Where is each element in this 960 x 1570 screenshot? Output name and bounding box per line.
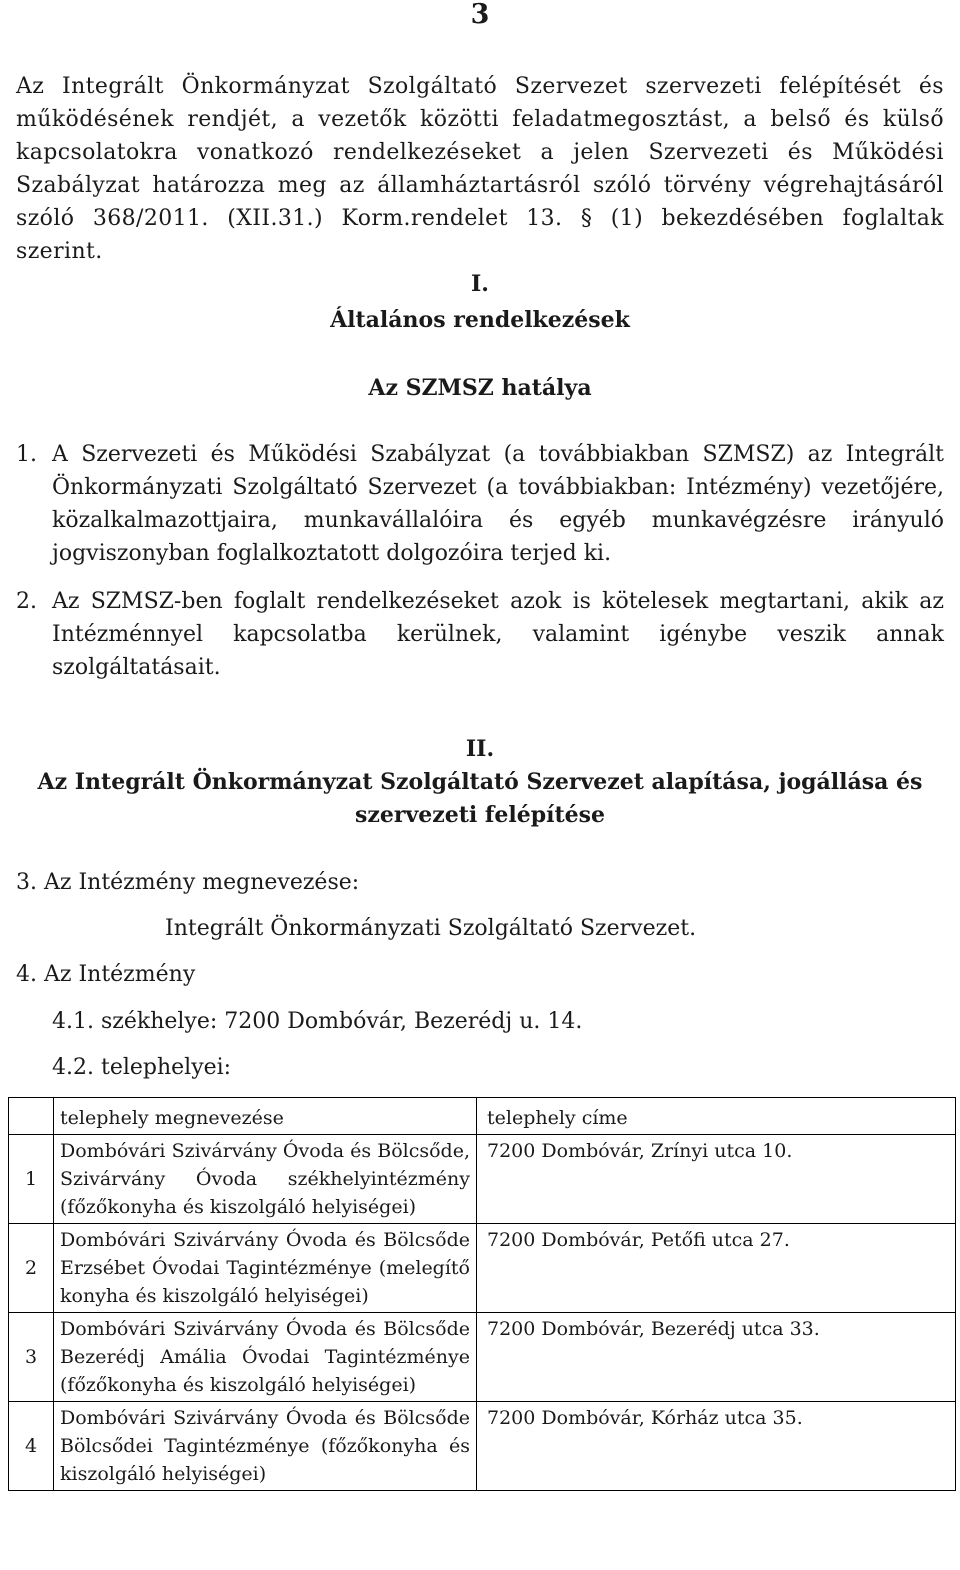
row-number: 1 (9, 1135, 54, 1224)
section-1-roman-numeral: I. (471, 271, 489, 297)
paragraph-1-number: 1. (16, 442, 37, 467)
row-site-name: Dombóvári Szivárvány Óvoda és Bölcsőde, Szivárvány Óvoda székhelyintézmény (főzőkonyha és kiszolgáló helyiségei) (54, 1135, 477, 1224)
page-number: 3 (470, 0, 490, 30)
table-row (9, 1402, 956, 1491)
row-number: 3 (9, 1313, 54, 1402)
section-1-title: Általános rendelkezések (330, 307, 630, 333)
table-header-row (9, 1098, 956, 1135)
paragraph-1 (16, 438, 944, 570)
item-3-value: Integrált Önkormányzati Szolgáltató Szervezet. (165, 916, 697, 941)
row-site-address: 7200 Dombóvár, Zrínyi utca 10. (477, 1135, 956, 1224)
item-4-label: 4. Az Intézmény (16, 962, 196, 987)
section-2-title-line1: Az Integrált Önkormányzat Szolgáltató Szervezet alapítása, jogállása és (37, 769, 923, 795)
paragraph-1-text: A Szervezeti és Működési Szabályzat (a továbbiakban SZMSZ) az Integrált Önkormányzati Szolgáltató Szervezet (a továbbiakban: Intézmény) vezetőjére, közalkalmazottjaira, munkavállalóira és egyéb munkavégzésre irányuló jogviszonyban foglalkoztatott dolgozóira terjed ki. (52, 442, 944, 566)
item-3-label: 3. Az Intézmény megnevezése: (16, 870, 360, 895)
row-site-address: 7200 Dombóvár, Kórház utca 35. (477, 1402, 956, 1491)
paragraph-2-text: Az SZMSZ-ben foglalt rendelkezéseket azok is kötelesek megtartani, akik az Intézménnyel kapcsolatba kerülnek, valamint igénybe veszik annak szolgáltatásait. (52, 589, 944, 680)
intro-paragraph: Az Integrált Önkormányzat Szolgáltató Szervezet szervezeti felépítését és működésének rendjét, a vezetők közötti feladatmegosztást, a belső és külső kapcsolatokra vonatkozó rendelkezéseket a jelen Szervezeti és Működési Szabályzat határozza meg az államháztartásról szóló törvény végrehajtásáról szóló 368/2011. (XII.31.) Korm.rendelet 13. § (1) bekezdésében foglaltak szerint. (16, 74, 944, 264)
row-number: 2 (9, 1224, 54, 1313)
row-site-name: Dombóvári Szivárvány Óvoda és Bölcsőde Bezerédj Amália Óvodai Tagintézménye (főzőkonyha és kiszolgáló helyiségei) (54, 1313, 477, 1402)
row-site-name: Dombóvári Szivárvány Óvoda és Bölcsőde Bölcsődei Tagintézménye (főzőkonyha és kiszolgáló helyiségei) (54, 1402, 477, 1491)
sites-table (8, 1097, 956, 1491)
table-header-name: telephely megnevezése (54, 1098, 477, 1135)
section-1-subtitle: Az SZMSZ hatálya (368, 375, 592, 401)
table-header-address: telephely címe (477, 1098, 956, 1135)
table-header-number (9, 1098, 54, 1135)
table-row (9, 1313, 956, 1402)
table-row (9, 1224, 956, 1313)
row-site-name: Dombóvári Szivárvány Óvoda és Bölcsőde Erzsébet Óvodai Tagintézménye (melegítő konyha és kiszolgáló helyiségei) (54, 1224, 477, 1313)
row-number: 4 (9, 1402, 54, 1491)
item-4-2-sites-label: 4.2. telephelyei: (52, 1055, 232, 1080)
row-site-address: 7200 Dombóvár, Bezerédj utca 33. (477, 1313, 956, 1402)
section-2-title-line2: szervezeti felépítése (354, 802, 605, 828)
paragraph-2-number: 2. (16, 589, 37, 614)
paragraph-2 (16, 585, 944, 684)
item-4-1-seat: 4.1. székhelye: 7200 Dombóvár, Bezerédj u. 14. (52, 1009, 583, 1034)
table-row (9, 1135, 956, 1224)
row-site-address: 7200 Dombóvár, Petőfi utca 27. (477, 1224, 956, 1313)
section-2-roman-numeral: II. (465, 736, 495, 762)
